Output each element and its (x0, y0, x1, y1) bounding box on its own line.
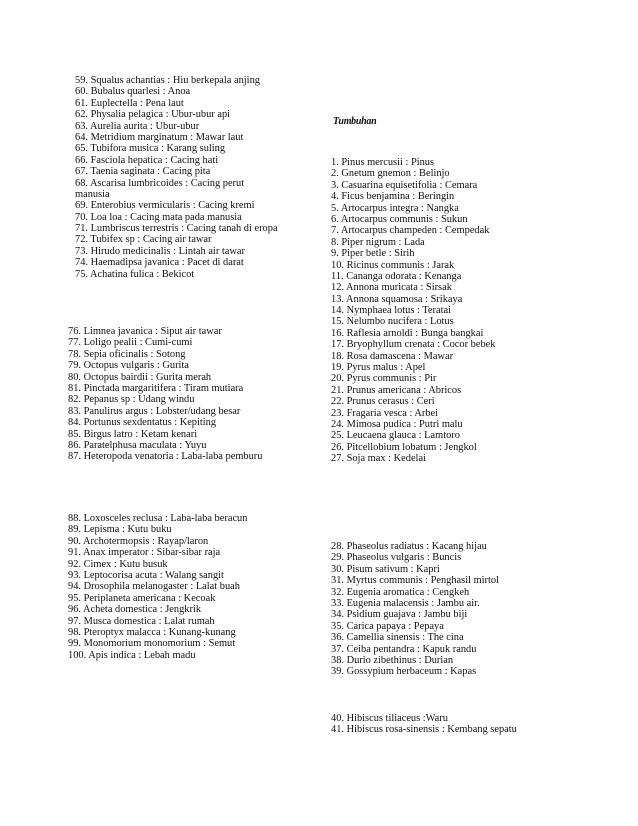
list-entry: 36. Camellia sinensis : The cina (331, 632, 464, 644)
list-entry: 24. Mimosa pudica : Putri malu (331, 418, 463, 430)
list-entry: 27. Soja max : Kedelai (331, 453, 426, 465)
list-entry: 3. Casuarina equisetifolia : Cemara (331, 179, 478, 191)
list-entry: 73. Hirudo medicinalis : Lintah air tawar (75, 245, 245, 257)
list-entry: 18. Rosa damascena : Mawar (331, 350, 454, 362)
list-entry: 39. Gossypium herbaceum : Kapas (331, 666, 477, 678)
list-entry: 90. Archotermopsis : Rayap/laron (68, 535, 209, 547)
list-entry: 75. Achatina fulica : Bekicot (75, 268, 195, 280)
list-entry: 6. Artocarpus communis : Sukun (331, 213, 468, 225)
list-entry: 35. Carica papaya : Pepaya (331, 620, 444, 632)
list-entry: 86. Paratelphusa maculata : Yuyu (68, 439, 207, 451)
list-entry: 41. Hibiscus rosa-sinensis : Kembang sepatu (331, 724, 517, 736)
list-entry: 87. Heteropoda venatoria : Laba-laba pemburu (68, 451, 263, 463)
list-entry: 84. Portunus sexdentatus : Kepiting (68, 417, 217, 429)
list-entry: 92. Cimex : Kutu busuk (68, 558, 168, 570)
list-entry: 20. Pyrus communis : Pir (331, 373, 437, 385)
list-entry: 66. Fasciola hepatica : Cacing hati (75, 154, 219, 166)
list-entry: 25. Leucaena glauca : Lamtoro (331, 430, 460, 442)
list-entry: manusia (75, 188, 110, 200)
list-entry: 26. Pitcellobium lobatum : Jengkol (331, 441, 477, 453)
list-entry: 40. Hibiscus tiliaceus :Waru (331, 713, 448, 724)
list-entry: 30. Pisum sativum : Kapri (331, 563, 440, 575)
list-entry: 21. Prunus americana : Abricos (331, 384, 462, 396)
section-heading-tumbuhan: Tumbuhan (333, 116, 377, 127)
list-entry: 95. Periplaneta americana : Kecoak (68, 592, 216, 604)
plant-list-part-1 (331, 157, 495, 465)
list-entry: 22. Prunus cerasus : Ceri (331, 396, 435, 408)
animal-list-part-3 (68, 513, 247, 661)
list-entry: 38. Durio zibethinus : Durian (331, 654, 454, 666)
list-entry: 61. Euplectella : Pena laut (75, 97, 184, 109)
list-entry: 28. Phaseolus radiatus : Kacang hijau (331, 541, 487, 552)
list-entry: 78. Sepia oficinalis : Sotong (68, 348, 186, 360)
list-entry: 98. Pteroptyx malacca : Kunang-kunang (68, 626, 236, 638)
list-entry: 64. Metridium marginatum : Mawar laut (75, 131, 244, 143)
list-entry: 82. Pepanus sp : Udang windu (68, 394, 195, 406)
list-entry: 1. Pinus mercusii : Pinus (331, 157, 435, 168)
list-entry: 14. Nymphaea lotus : Teratai (331, 305, 451, 317)
list-entry: 96. Acheta domestica : Jengkrik (68, 604, 202, 616)
list-entry: 23. Fragaria vesca : Arbei (331, 407, 439, 419)
list-entry: 80. Octopus bairdii : Gurita merah (68, 371, 212, 383)
list-entry: 9. Piper betle : Sirih (331, 248, 415, 260)
list-entry: 29. Phaseolus vulgaris : Buncis (331, 552, 462, 564)
list-entry: 15. Nelumbo nucifera : Lotus (331, 316, 454, 328)
list-entry: 72. Tubifex sp : Cacing air tawar (75, 234, 212, 246)
plant-list-part-2 (331, 541, 499, 678)
list-entry: 59. Squalus achantias : Hiu berkepala anjing (75, 75, 260, 86)
list-entry: 88. Loxosceles reclusa : Laba-laba beracun (68, 513, 248, 524)
list-entry: 81. Pinctada margaritifera : Tiram mutiara (68, 382, 244, 394)
list-entry: 8. Piper nigrum : Lada (331, 236, 425, 248)
list-entry: 5. Artocarpus integra : Nangka (331, 202, 459, 214)
list-entry: 76. Limnea javanica : Siput air tawar (68, 326, 222, 337)
list-entry: 37. Ceiba pentandra : Kapuk randu (331, 643, 477, 655)
list-entry: 2. Gnetum gnemon : Belinjo (331, 168, 450, 180)
list-entry: 99. Monomorium monomorium : Semut (68, 638, 236, 650)
list-entry: 17. Bryophyllum crenata : Cocor bebek (331, 339, 496, 351)
animal-list-part-1 (75, 75, 278, 280)
list-entry: 34. Psidium guajava : Jambu biji (331, 609, 468, 621)
list-entry: 65. Tubifora musica : Karang suling (75, 143, 226, 155)
list-entry: 32. Eugenia aromatica : Cengkeh (331, 586, 470, 598)
list-entry: 74. Haemadipsa javanica : Pacet di darat (75, 257, 244, 269)
list-entry: 10. Ricinus communis : Jarak (331, 259, 455, 271)
plant-list-part-3 (331, 713, 517, 736)
list-entry: 13. Annona squamosa : Srikaya (331, 293, 463, 305)
list-entry: 7. Artocarpus champeden : Cempedak (331, 225, 490, 237)
list-entry: 100. Apis indica : Lebah madu (68, 649, 196, 661)
list-entry: 93. Leptocorisa acuta : Walang sangit (68, 569, 224, 581)
list-entry: 89. Lepisma : Kutu buku (68, 524, 172, 536)
list-entry: 33. Eugenia malacensis : Jambu air. (331, 597, 480, 609)
list-entry: 19. Pyrus malus : Apel (331, 362, 426, 374)
list-entry: 69. Enterobius vermicularis : Cacing kremi (75, 200, 255, 212)
list-entry: 71. Lumbriscus terrestris : Cacing tanah di eropa (75, 223, 278, 235)
list-entry: 63. Aurelia aurita : Ubur-ubur (75, 120, 200, 132)
list-entry: 4. Ficus benjamina : Beringin (331, 191, 455, 203)
list-entry: 94. Drosophila melanogaster : Lalat buah (68, 581, 240, 593)
list-entry: 31. Myrtus communis : Penghasil mirtol (331, 575, 499, 587)
animal-list-part-2 (68, 326, 262, 463)
list-entry: 62. Physalia pelagica : Ubur-ubur api (75, 109, 231, 121)
list-entry: 91. Anax imperator : Sibar-sibar raja (68, 547, 221, 559)
list-entry: 77. Loligo pealii : Cumi-cumi (68, 337, 193, 349)
list-entry: 83. Panulirus argus : Lobster/udang besar (68, 405, 241, 417)
list-entry: 11. Cananga odorata : Kenanga (331, 270, 462, 282)
list-entry: 85. Birgus latro : Ketam kenari (68, 428, 198, 440)
list-entry: 12. Annona muricata : Sirsak (331, 282, 452, 294)
list-entry: 67. Taenia saginata : Cacing pita (75, 166, 211, 178)
list-entry: 97. Musca domestica : Lalat rumah (68, 615, 215, 627)
list-entry: 60. Bubalus quarlesi : Anoa (75, 86, 191, 98)
list-entry: 79. Octopus vulgaris : Gurita (68, 360, 189, 372)
list-entry: 70. Loa loa : Cacing mata pada manusia (75, 211, 242, 223)
list-entry: 16. Raflesia arnoldi : Bunga bangkai (331, 327, 484, 339)
list-entry: 68. Ascarisa lumbricoides : Cacing perut (75, 177, 245, 189)
